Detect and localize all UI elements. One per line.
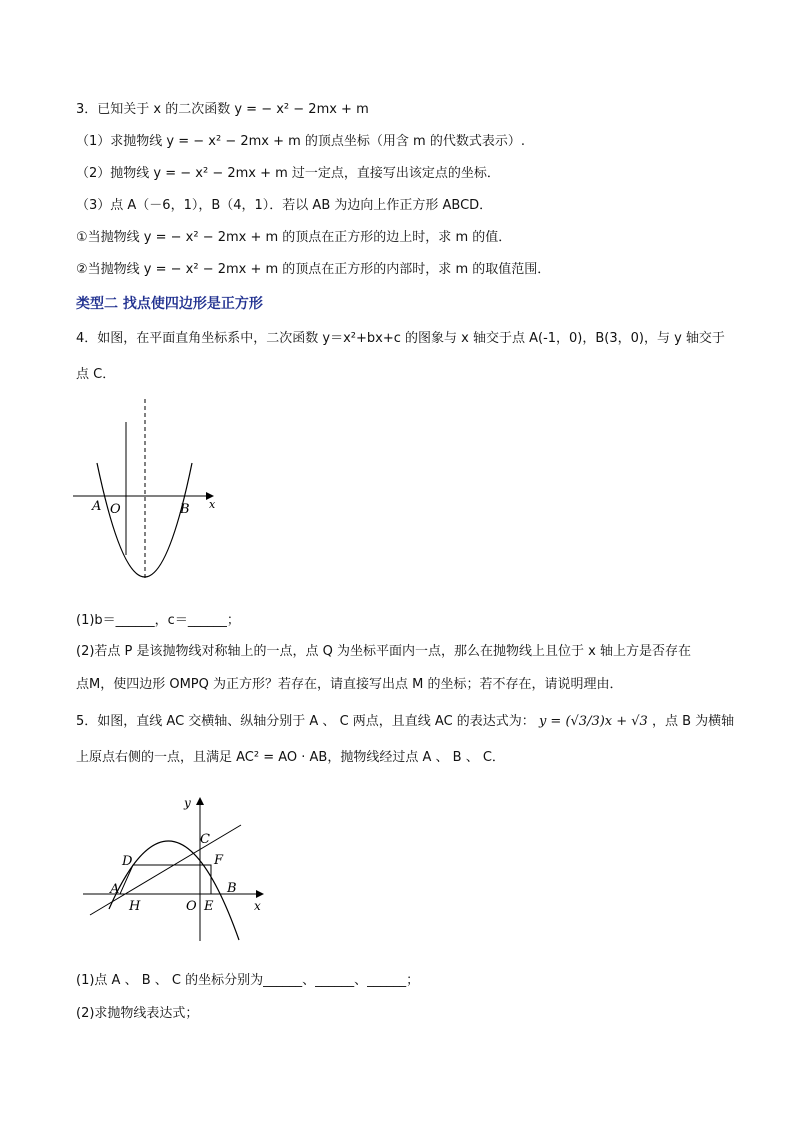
q3-part3-sub2: ②当抛物线 y = − x² − 2mx + m 的顶点在正方形的内部时，求 m 的取值范围． [76,262,551,277]
q5-y-arrow [196,797,204,805]
q5-figure [78,793,278,943]
q5-stem-text-a: 5．如图，直线 AC 交横轴、纵轴分别于 A 、 C 两点，且直线 AC 的表达式为： [76,714,535,729]
q5-label-B: B [227,881,237,896]
q5-formula: y = (√3/3)x + √3 [538,714,648,729]
q3-stem: 3．已知关于 x 的二次函数 y = − x² − 2mx + m [76,102,369,117]
q5-label-F: F [214,853,224,868]
section-heading: 类型二 找点使四边形是正方形 [76,296,263,312]
q5-stem-text-b: ，点 B 为横轴 [651,714,735,729]
q4-label-B: B [180,502,190,517]
q4-label-A: A [92,499,102,514]
q4-label-x: x [209,498,216,511]
q4-part2-line2: 点M，使四边形 OMPQ 为正方形？若存在，请直接写出点 M 的坐标；若不存在，请说明理由． [76,677,623,692]
q5-label-x: x [254,899,261,913]
q3-part3-sub1: ①当抛物线 y = − x² − 2mx + m 的顶点在正方形的边上时，求 m 的值． [76,230,512,245]
q4-stem-line1: 4．如图，在平面直角坐标系中，二次函数 y＝x²+bx+c 的图象与 x 轴交于点 A(-1，0)，B(3，0)，与 y 轴交于 [76,331,725,346]
q5-label-H: H [129,899,141,914]
q5-label-O: O [186,899,197,914]
q3-part2: （2）抛物线 y = − x² − 2mx + m 过一定点，直接写出该定点的坐标． [76,166,500,181]
q5-stem-line2: 上原点右侧的一点，且满足 AC² = AO · AB，抛物线经过点 A 、 B 、 C． [76,750,505,765]
q5-label-D: D [122,854,133,869]
q3-part3: （3）点 A（－6，1），B（4，1）．若以 AB 为边向上作正方形 ABCD． [76,198,493,213]
q4-figure [70,395,230,580]
q4-part2-line1: (2)若点 P 是该抛物线对称轴上的一点，点 Q 为坐标平面内一点，那么在抛物线上且位于 x 轴上方是否存在 [76,644,691,659]
q5-label-y: y [184,796,191,810]
q4-label-O: O [110,502,121,517]
q5-part1: (1)点 A 、 B 、 C 的坐标分别为______、______、______； [76,973,420,988]
q5-stem-line1 [76,713,734,731]
q3-part1: （1）求抛物线 y = − x² − 2mx + m 的顶点坐标（用含 m 的代数式表示）. [76,134,525,149]
q5-rectangle [120,865,211,894]
q5-label-A: A [110,882,120,897]
q5-part2: (2)求抛物线表达式； [76,1006,199,1021]
q5-x-arrow [256,890,264,898]
q5-label-E: E [204,899,214,914]
q5-label-C: C [200,832,210,847]
q4-stem-line2: 点 C． [76,367,116,382]
q4-part1: (1)b＝______，c＝______； [76,613,240,628]
